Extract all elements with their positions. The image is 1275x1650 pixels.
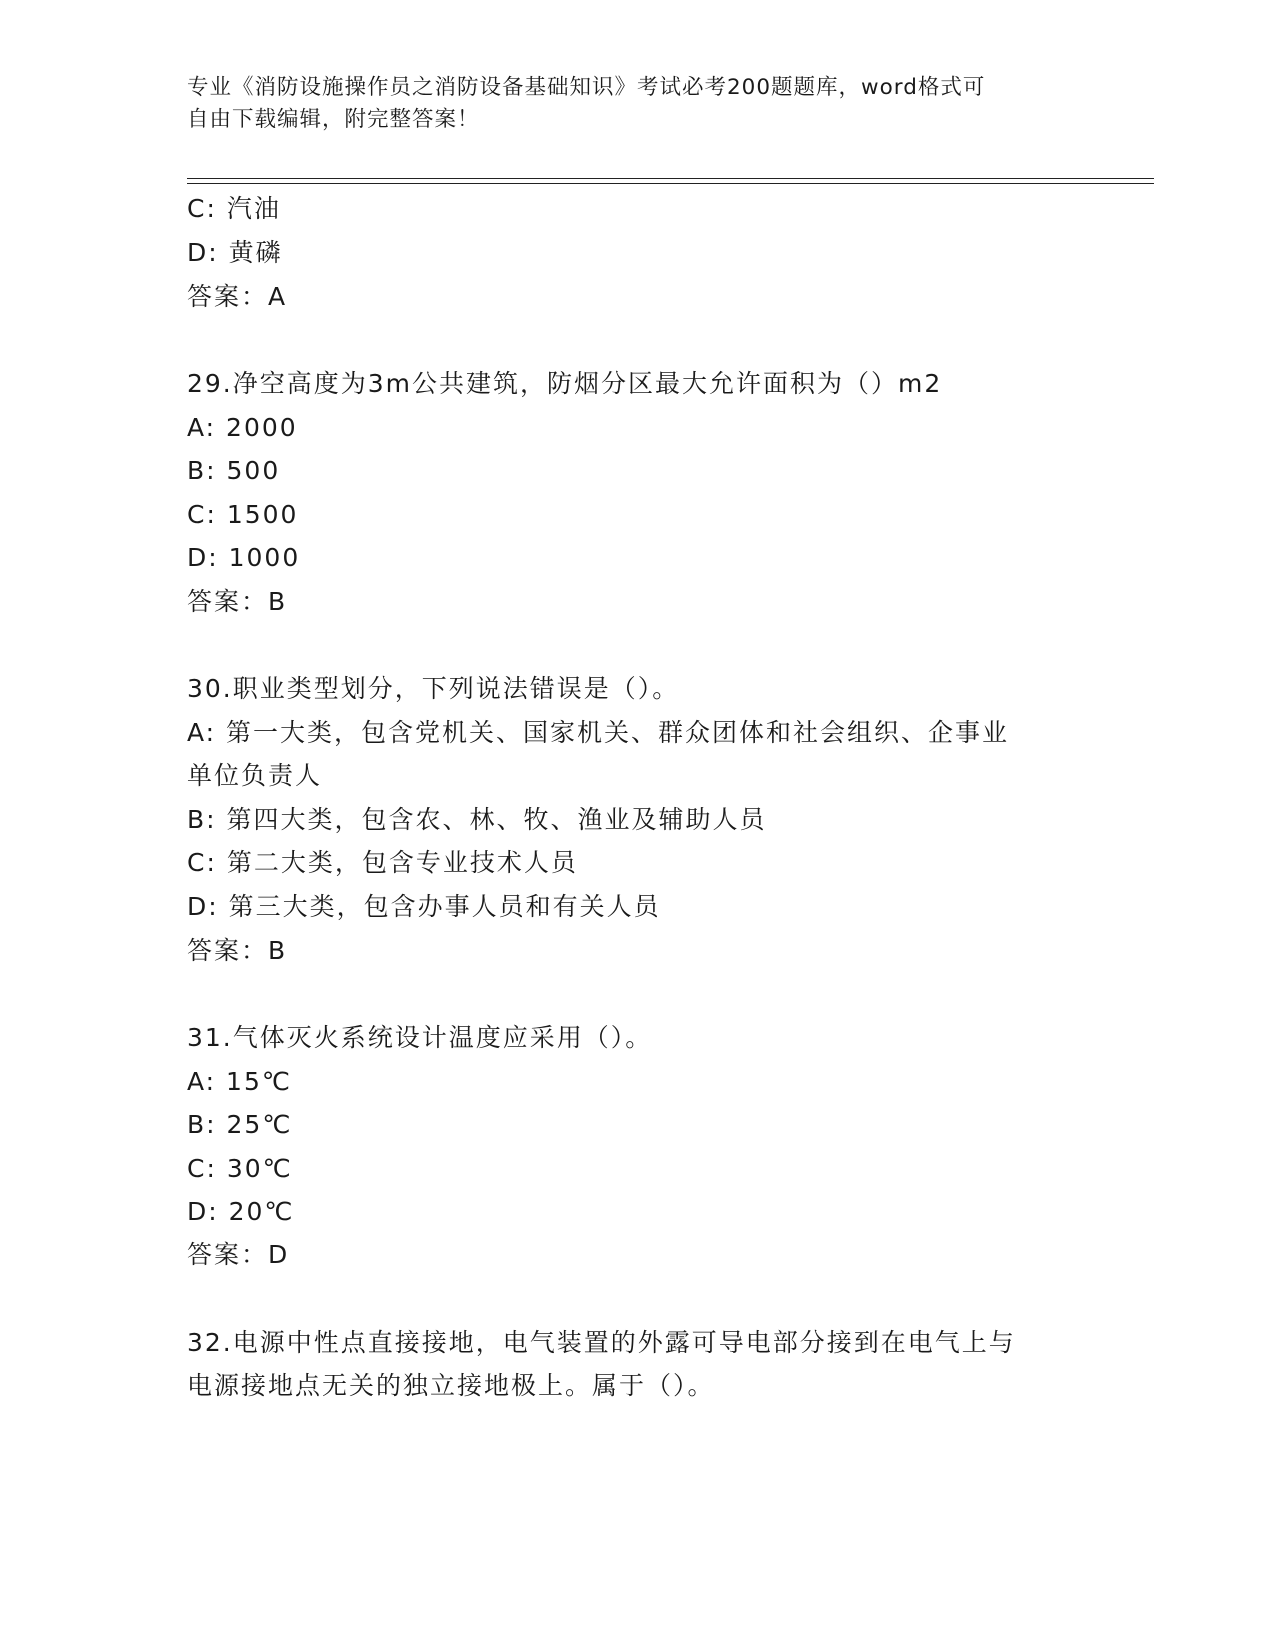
option-c: C: 30℃ xyxy=(187,1154,293,1183)
option-b: B: 500 xyxy=(187,456,281,485)
question-stem: 29.净空高度为3m公共建筑，防烟分区最大允许面积为（）m2 xyxy=(187,369,943,398)
option-c: C: 汽油 xyxy=(187,194,281,223)
answer-line: 答案：A xyxy=(187,282,288,311)
question-stem: 32.电源中性点直接接地，电气装置的外露可导电部分接到在电气上与 xyxy=(187,1328,1016,1357)
answer-line: 答案：B xyxy=(187,587,288,616)
question-stem: 31.气体灭火系统设计温度应采用（）。 xyxy=(187,1023,653,1052)
option-c: C: 第二大类，包含专业技术人员 xyxy=(187,848,578,877)
header-line-1: 专业《消防设施操作员之消防设备基础知识》考试必考200题题库，word格式可 xyxy=(187,75,986,100)
answer-line: 答案：B xyxy=(187,936,288,965)
header-line-2: 自由下载编辑，附完整答案！ xyxy=(187,107,480,132)
option-d: D: 黄磷 xyxy=(187,238,283,267)
option-c: C: 1500 xyxy=(187,500,299,529)
option-d: D: 20℃ xyxy=(187,1197,295,1226)
question-stem: 30.职业类型划分，下列说法错误是（）。 xyxy=(187,674,680,703)
option-a: A: 15℃ xyxy=(187,1067,292,1096)
option-a: A: 2000 xyxy=(187,413,298,442)
option-b: B: 第四大类，包含农、林、牧、渔业及辅助人员 xyxy=(187,805,767,834)
answer-line: 答案：D xyxy=(187,1240,290,1269)
option-a-continued: 单位负责人 xyxy=(187,761,323,790)
page-header xyxy=(187,72,1087,136)
option-b: B: 25℃ xyxy=(187,1110,293,1139)
option-a: A: 第一大类，包含党机关、国家机关、群众团体和社会组织、企事业 xyxy=(187,718,1010,747)
question-stem-continued: 电源接地点无关的独立接地极上。属于（）。 xyxy=(187,1371,715,1400)
header-divider-bottom xyxy=(187,183,1154,184)
option-d: D: 第三大类，包含办事人员和有关人员 xyxy=(187,892,661,921)
header-divider-top xyxy=(187,178,1154,179)
option-d: D: 1000 xyxy=(187,543,301,572)
